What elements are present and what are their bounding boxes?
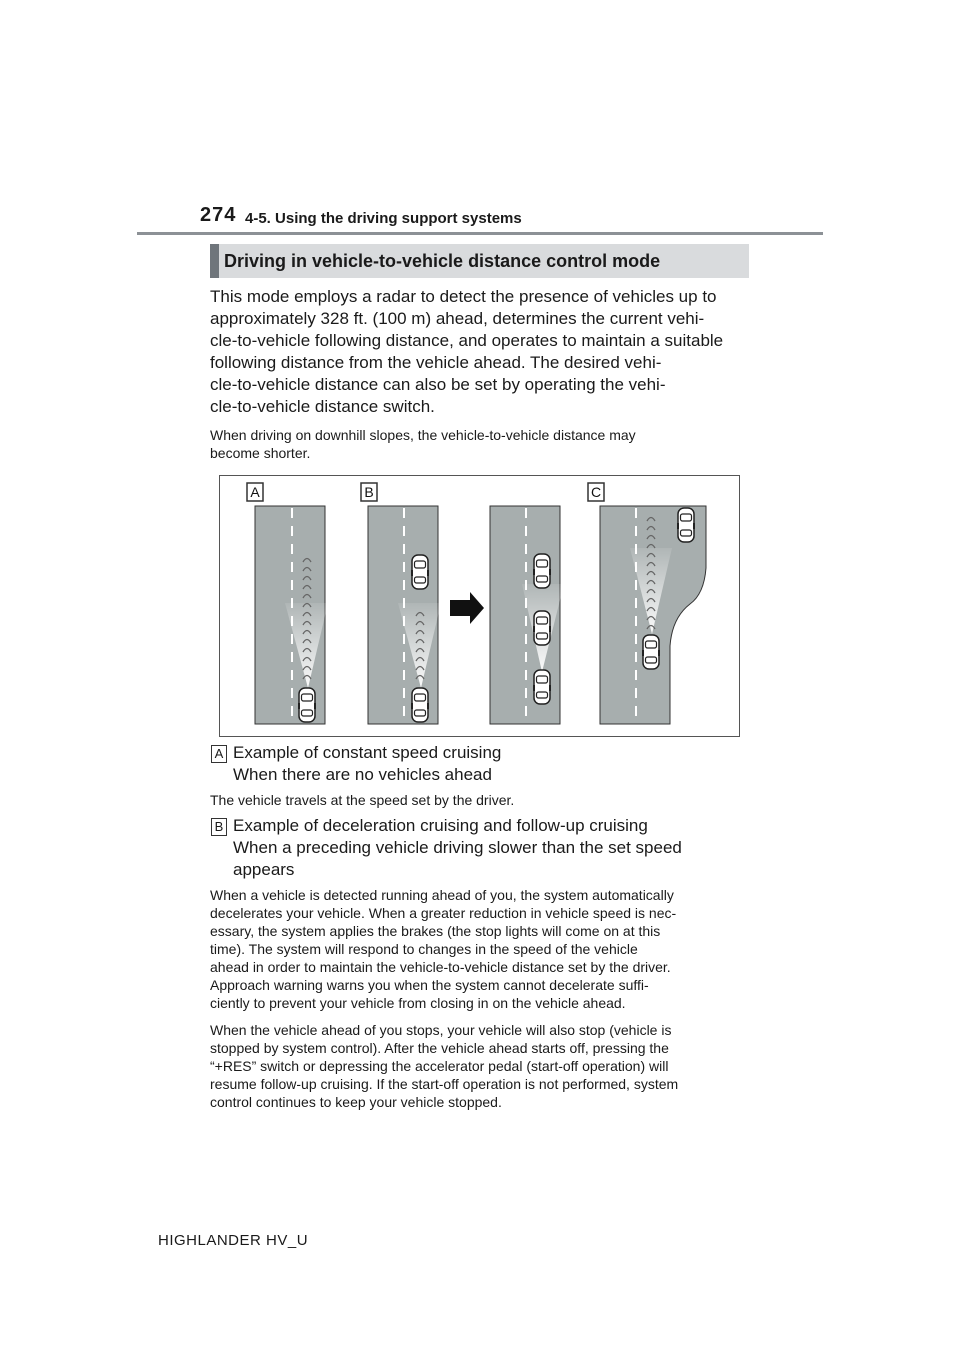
intro-line: cle-to-vehicle following distance, and operates to maintain a suitable xyxy=(210,331,724,350)
item-b-note-2 xyxy=(210,1021,750,1111)
item-b-line: When a preceding vehicle driving slower than the set speed xyxy=(233,838,682,857)
road-diagram xyxy=(220,476,741,738)
figure-label-c: C xyxy=(590,484,602,500)
preceding-car-b1 xyxy=(412,555,428,589)
intro-paragraph xyxy=(210,286,750,418)
page-number: 274 xyxy=(200,204,237,226)
item-b-line: appears xyxy=(233,860,295,879)
own-car-c xyxy=(643,635,659,669)
section-header: 4-5. Using the driving support systems xyxy=(245,210,522,227)
note-line: When a vehicle is detected running ahead of you, the system automatically xyxy=(210,887,674,903)
figure-label-b: B xyxy=(364,484,374,500)
preceding-car-b2 xyxy=(534,554,550,588)
note-line: control continues to keep your vehicle stopped. xyxy=(210,1094,502,1110)
intro-line: This mode employs a radar to detect the presence of vehicles up to xyxy=(210,287,717,306)
note-line: stopped by system control). After the vehicle ahead starts off, pressing the xyxy=(210,1040,669,1056)
note-line: time). The system will respond to changes in the speed of the vehicle xyxy=(210,941,638,957)
title-accent xyxy=(210,244,219,278)
item-a-line: When there are no vehicles ahead xyxy=(233,765,492,784)
own-car-a xyxy=(299,688,315,722)
intro-line: following distance from the vehicle ahead. The desired vehi- xyxy=(210,353,662,372)
note-line: Approach warning warns you when the system cannot decelerate suffi- xyxy=(210,977,649,993)
item-a-note xyxy=(210,791,750,809)
middle-car-b2 xyxy=(534,611,550,645)
note-line: decelerates your vehicle. When a greater reduction in vehicle speed is nec- xyxy=(210,905,677,921)
note-line: The vehicle travels at the speed set by the driver. xyxy=(210,792,515,808)
note-line: When driving on downhill slopes, the vehicle-to-vehicle distance may xyxy=(210,427,636,443)
item-b-note xyxy=(210,886,750,1012)
figure-label-a: A xyxy=(250,484,260,500)
note-line: When the vehicle ahead of you stops, your vehicle will also stop (vehicle is xyxy=(210,1022,672,1038)
own-car-b2 xyxy=(534,670,550,704)
item-a-marker: A xyxy=(211,745,227,763)
note-line: ciently to prevent your vehicle from closing in on the vehicle ahead. xyxy=(210,995,626,1011)
note-line: become shorter. xyxy=(210,445,311,461)
merging-car-c xyxy=(678,508,694,542)
item-a-line: Example of constant speed cruising xyxy=(233,743,502,762)
intro-line: cle-to-vehicle distance switch. xyxy=(210,397,435,416)
own-car-b1 xyxy=(412,688,428,722)
downhill-note xyxy=(210,426,750,462)
note-line: ahead in order to maintain the vehicle-to-vehicle distance set by the driver. xyxy=(210,959,671,975)
intro-line: cle-to-vehicle distance can also be set by operating the vehi- xyxy=(210,375,666,394)
section-title-bar xyxy=(210,244,749,278)
footer-model: HIGHLANDER HV_U xyxy=(158,1232,309,1249)
intro-line: approximately 328 ft. (100 m) ahead, determines the current vehi- xyxy=(210,309,705,328)
note-line: resume follow-up cruising. If the start-off operation is not performed, system xyxy=(210,1076,679,1092)
item-b-line: Example of deceleration cruising and follow-up cruising xyxy=(233,816,648,835)
header-rule xyxy=(137,232,823,235)
cruise-illustration xyxy=(219,475,740,737)
note-line: essary, the system applies the brakes (the stop lights will come on at this xyxy=(210,923,661,939)
transition-arrow xyxy=(450,592,484,624)
section-title: Driving in vehicle-to-vehicle distance control mode xyxy=(224,251,661,271)
item-b-marker: B xyxy=(211,818,227,836)
note-line: “+RES” switch or depressing the accelerator pedal (start-off operation) will xyxy=(210,1058,669,1074)
